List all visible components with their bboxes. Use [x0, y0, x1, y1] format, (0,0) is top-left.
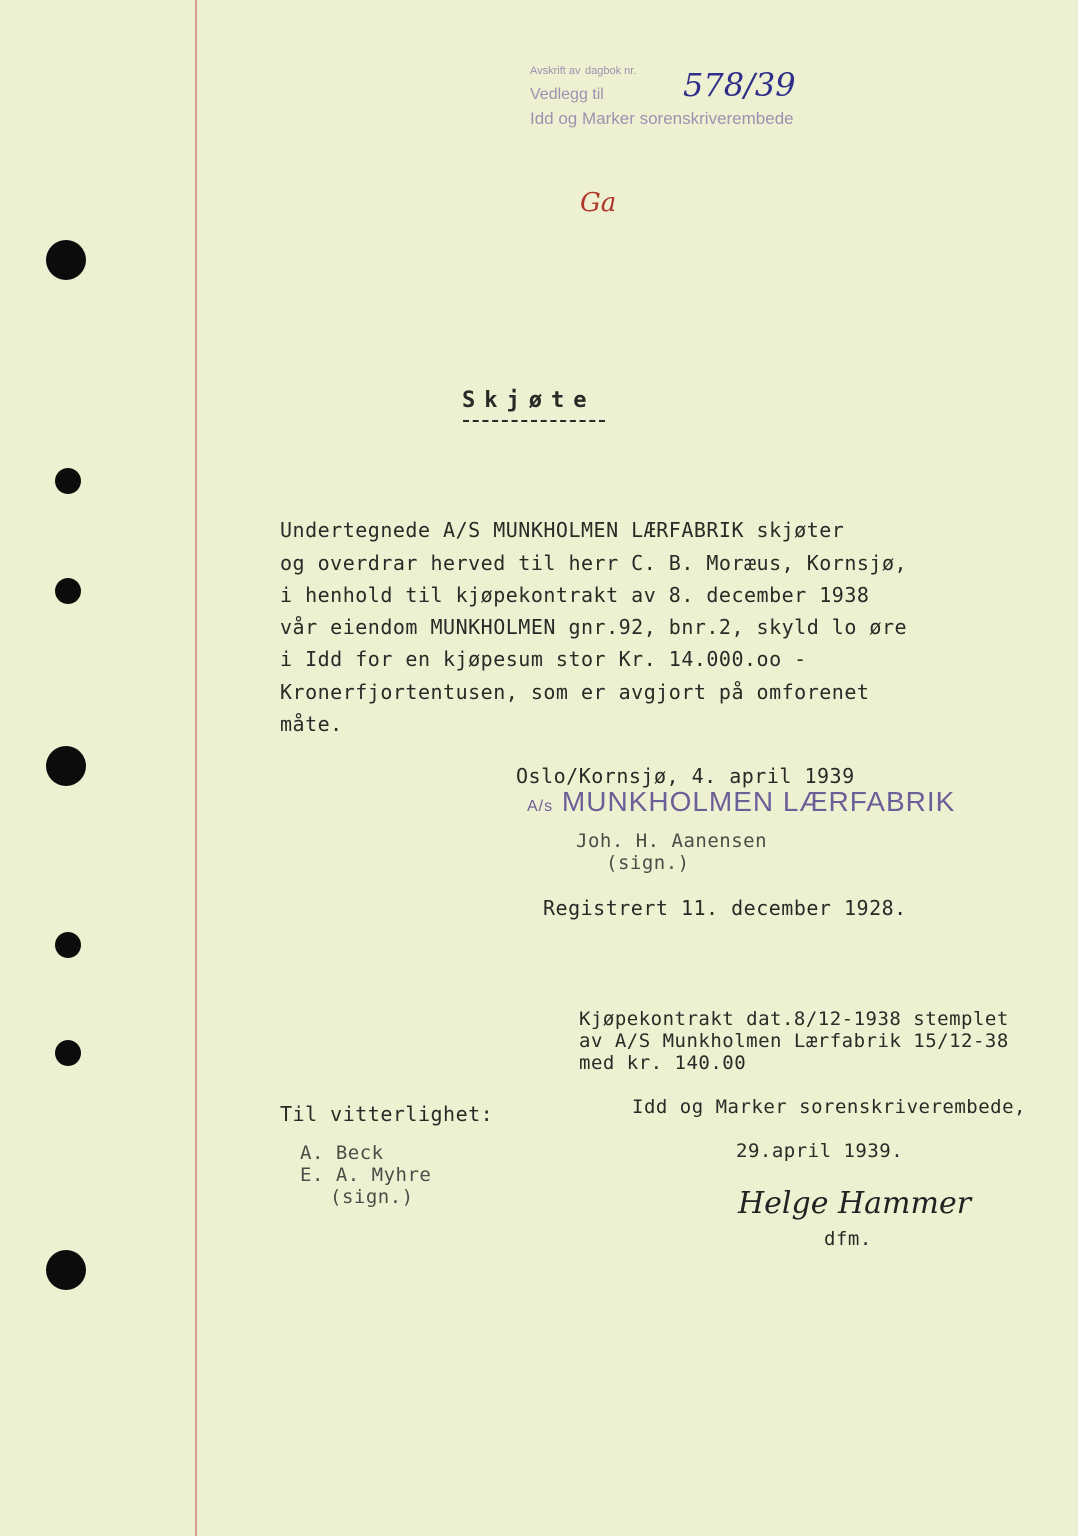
signatory-name: Joh. H. Aanensen — [576, 830, 768, 852]
stamp-line1-prefix: Avskrift av — [530, 65, 581, 77]
signatory-sign: (sign.) — [606, 852, 690, 874]
body-line: vår eiendom MUNKHOLMEN gnr.92, bnr.2, skyld lo øre — [280, 615, 908, 639]
contract-note-line: av A/S Munkholmen Lærfabrik 15/12-38 — [579, 1030, 1009, 1052]
stamp-line2: Vedlegg til — [530, 86, 604, 103]
registered-date: Registrert 11. december 1928. — [543, 896, 907, 920]
witness-heading: Til vitterlighet: — [280, 1102, 494, 1126]
stamp-line1-label: dagbok nr. — [584, 65, 637, 77]
office-date: 29.april 1939. — [736, 1140, 904, 1162]
company-stamp — [527, 786, 955, 818]
body-line: Undertegnede A/S MUNKHOLMEN LÆRFABRIK skjøter — [280, 518, 845, 542]
contract-note-line: med kr. 140.00 — [579, 1052, 747, 1074]
body-line: i henhold til kjøpekontrakt av 8. december 1938 — [280, 583, 870, 607]
punch-hole — [46, 1250, 86, 1290]
body-line: og overdrar herved til herr C. B. Moræus, Kornsjø, — [280, 551, 908, 575]
punch-hole — [55, 578, 81, 604]
company-stamp-name: MUNKHOLMEN LÆRFABRIK — [561, 786, 956, 817]
punch-hole — [55, 1040, 81, 1066]
official-signature: Helge Hammer — [738, 1186, 972, 1221]
office-name: Idd og Marker sorenskriverembede, — [632, 1096, 1026, 1118]
witness-sign: (sign.) — [330, 1186, 414, 1208]
body-line: Kronerfjortentusen, som er avgjort på omforenet — [280, 680, 870, 704]
official-title: dfm. — [824, 1228, 872, 1250]
punch-hole — [55, 932, 81, 958]
contract-note-line: Kjøpekontrakt dat.8/12-1938 stemplet — [579, 1008, 1009, 1030]
punch-hole — [46, 746, 86, 786]
body-line: måte. — [280, 712, 343, 736]
punch-hole — [46, 240, 86, 280]
punch-hole — [55, 468, 81, 494]
witness-name: E. A. Myhre — [300, 1164, 432, 1186]
title-underline — [463, 420, 605, 422]
witness-name: A. Beck — [300, 1142, 384, 1164]
document-title: Skjøte — [462, 388, 596, 413]
margin-rule — [195, 0, 197, 1536]
company-stamp-prefix: A/s — [527, 798, 554, 815]
body-line: i Idd for en kjøpesum stor Kr. 14.000.oo - — [280, 647, 807, 671]
handwritten-mark: Ga — [580, 188, 617, 218]
handwritten-journal-number: 578/39 — [683, 66, 796, 104]
place-date: Oslo/Kornsjø, 4. april 1939 — [516, 764, 855, 788]
stamp-line3: Idd og Marker sorenskriverembede — [530, 109, 794, 128]
